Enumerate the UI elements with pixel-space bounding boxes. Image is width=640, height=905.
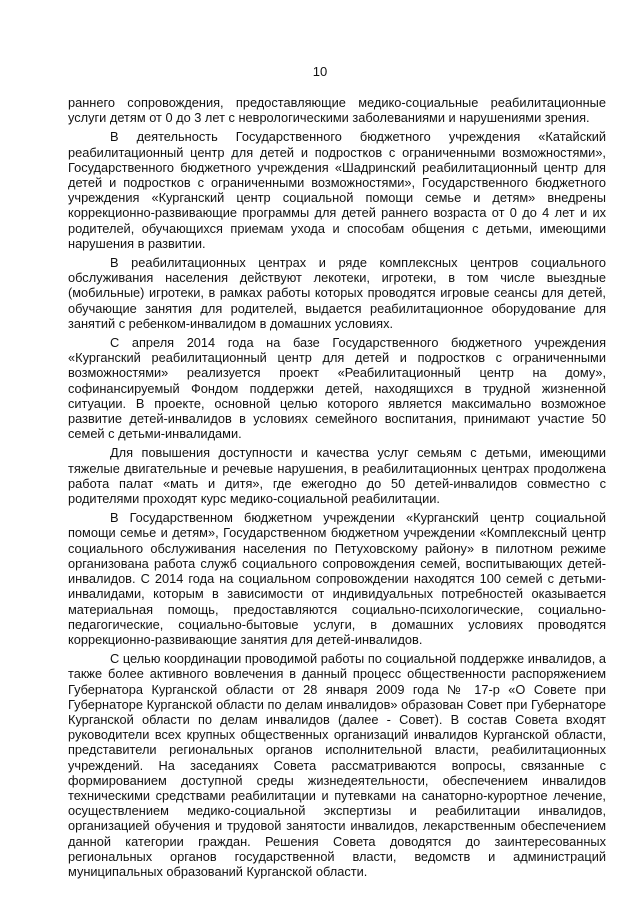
paragraph-governor-council: С целью координации проводимой работы по социальной поддержке инвалидов, а также более активного вовлечения в данный процесс общественности распоряжением Губернатора Курганской области от 28 января 2009 года № 17-р «О Совете при Губернаторе Курганской области по делам инвалидов» образован Совет при Губернаторе Курганской области по делам инвалидов (далее - Совет). В состав Совета входят руководители всех крупных общественных организаций инвалидов Курганской области, представители региональных органов исполнительной власти, реабилитационных учреждений. На заседаниях Совета рассматриваются вопросы, связанные с формированием доступной среды жизнедеятельности, обеспечением инвалидов техническими средствами реабилитации и путевками на санаторно-курортное лечение, осуществлением медико-социальной экспертизы и реабилитации инвалидов, организацией обучения и трудовой занятости инвалидов, лекарственным обеспечением данной категории граждан. Решения Совета доводятся до заинтересованных региональных органов государственной власти, ведомств и администраций муниципальных образований Курганской области. [68, 651, 606, 879]
page-number: 10 [312, 64, 328, 79]
paragraph-mother-child-wards: Для повышения доступности и качества услуг семьям с детьми, имеющими тяжелые двигательные и речевые нарушения, в реабилитационных центрах продолжена работа палат «мать и дитя», где ежегодно до 50 детей-инвалидов совместно с родителями проходят курс медико-социальной реабилитации. [68, 445, 606, 507]
paragraph-lekoteki: В реабилитационных центрах и ряде комплексных центров социального обслуживания населения действуют лекотеки, игротеки, в том числе выездные (мобильные) игротеки, в рамках работы которых проводятся игровые сеансы для детей, обучающие занятия для родителей, выдается реабилитационное оборудование для занятий с ребенком-инвалидом в домашних условиях. [68, 255, 606, 331]
paragraph-home-rehab-project: С апреля 2014 года на базе Государственного бюджетного учреждения «Курганский реабилитационный центр для детей и подростков с ограниченными возможностями» реализуется проект «Реабилитационный центр на дому», софинансируемый Фондом поддержки детей, находящихся в трудной жизненной ситуации. В проекте, основной целью которого является максимально возможное развитие детей-инвалидов в условиях семейного воспитания, принимают участие 50 семей с детьми-инвалидами. [68, 335, 606, 442]
paragraph-early-support: раннего сопровождения, предоставляющие медико-социальные реабилитационные услуги детям от 0 до 3 лет с неврологическими заболеваниями и нарушениями зрения. [68, 95, 606, 126]
paragraph-social-support-services: В Государственном бюджетном учреждении «Курганский центр социальной помощи семье и детям», Государственном бюджетном учреждении «Комплексный центр социального обслуживания населения по Петуховскому району» в пилотном режиме организована работа служб социального сопровождения семей, воспитывающих детей-инвалидов. С 2014 года на социальном сопровождении находятся 100 семей с детьми-инвалидами, которым в зависимости от индивидуальных потребностей оказывается материальная помощь, предоставляются социально-психологические, социально-педагогические, социально-бытовые услуги, в домашних условиях проводятся коррекционно-развивающие занятия для детей-инвалидов. [68, 510, 606, 647]
document-body [68, 95, 606, 883]
paragraph-correction-programs: В деятельность Государственного бюджетного учреждения «Катайский реабилитационный центр для детей и подростков с ограниченными возможностями», Государственного бюджетного учреждения «Шадринский реабилитационный центр для детей и подростков с ограниченными возможностями», Государственного бюджетного учреждения «Курганский центр социальной помощи семье и детям» внедрены коррекционно-развивающие программы для детей раннего возраста от 0 до 4 лет и их родителей, обучающихся приемам ухода и способам общения с детьми, имеющими нарушения в развитии. [68, 129, 606, 251]
